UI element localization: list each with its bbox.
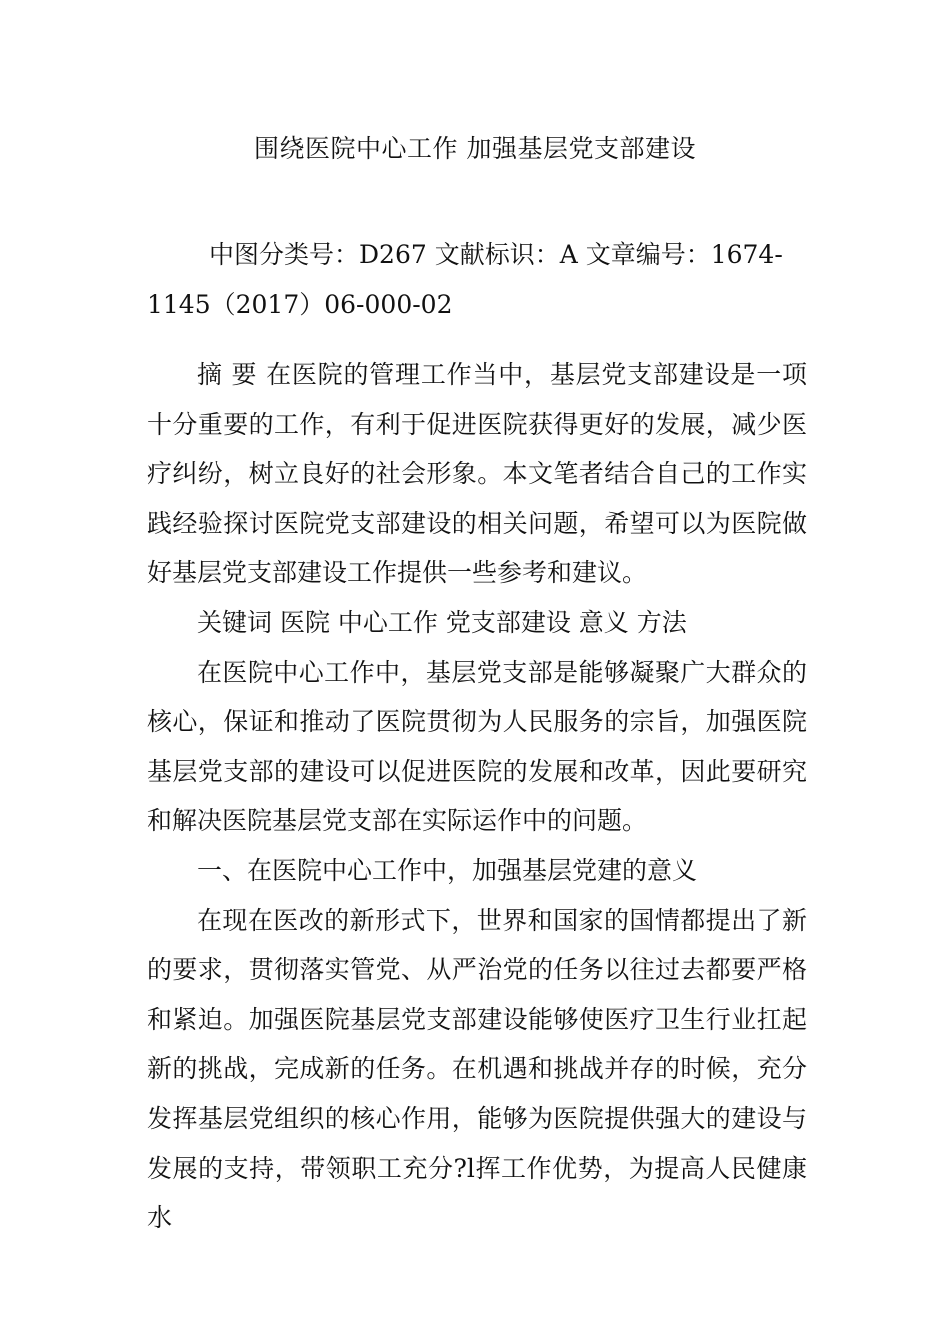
document-body [147,350,807,1243]
body-paragraph: 在现在医改的新形式下，世界和国家的国情都提出了新的要求，贯彻落实管党、从严治党的任务以往过去都要严格和紧迫。加强医院基层党支部建设能够使医疗卫生行业扛起新的挑战，完成新的任务。在机遇和挑战并存的时候，充分发挥基层党组织的核心作用，能够为医院提供强大的建设与发展的支持，带领职工充分?l挥工作优势，为提高人民健康水 [147,905,807,1233]
document-title: 围绕医院中心工作 加强基层党支部建设 [254,134,696,163]
section-heading: 一、在医院中心工作中，加强基层党建的意义 [197,855,698,885]
intro-paragraph: 在医院中心工作中，基层党支部是能够凝聚广大群众的核心，保证和推动了医院贯彻为人民服务的宗旨，加强医院基层党支部的建设可以促进医院的发展和改革，因此要研究和解决医院基层党支部在实际运作中的问题。 [147,657,807,836]
classification-line-1: 中图分类号：D267 文献标识：A 文章编号：1674- [209,240,783,269]
abstract-paragraph: 摘 要 在医院的管理工作当中，基层党支部建设是一项十分重要的工作，有利于促进医院获得更好的发展，减少医疗纠纷，树立良好的社会形象。本文笔者结合自己的工作实践经验探讨医院党支部建设的相关问题，希望可以为医院做好基层党支部建设工作提供一些参考和建议。 [147,360,807,588]
keywords-paragraph: 关键词 医院 中心工作 党支部建设 意义 方法 [197,607,687,637]
classification-info [147,230,807,330]
classification-line-2: 1145（2017）06-000-02 [147,290,453,319]
